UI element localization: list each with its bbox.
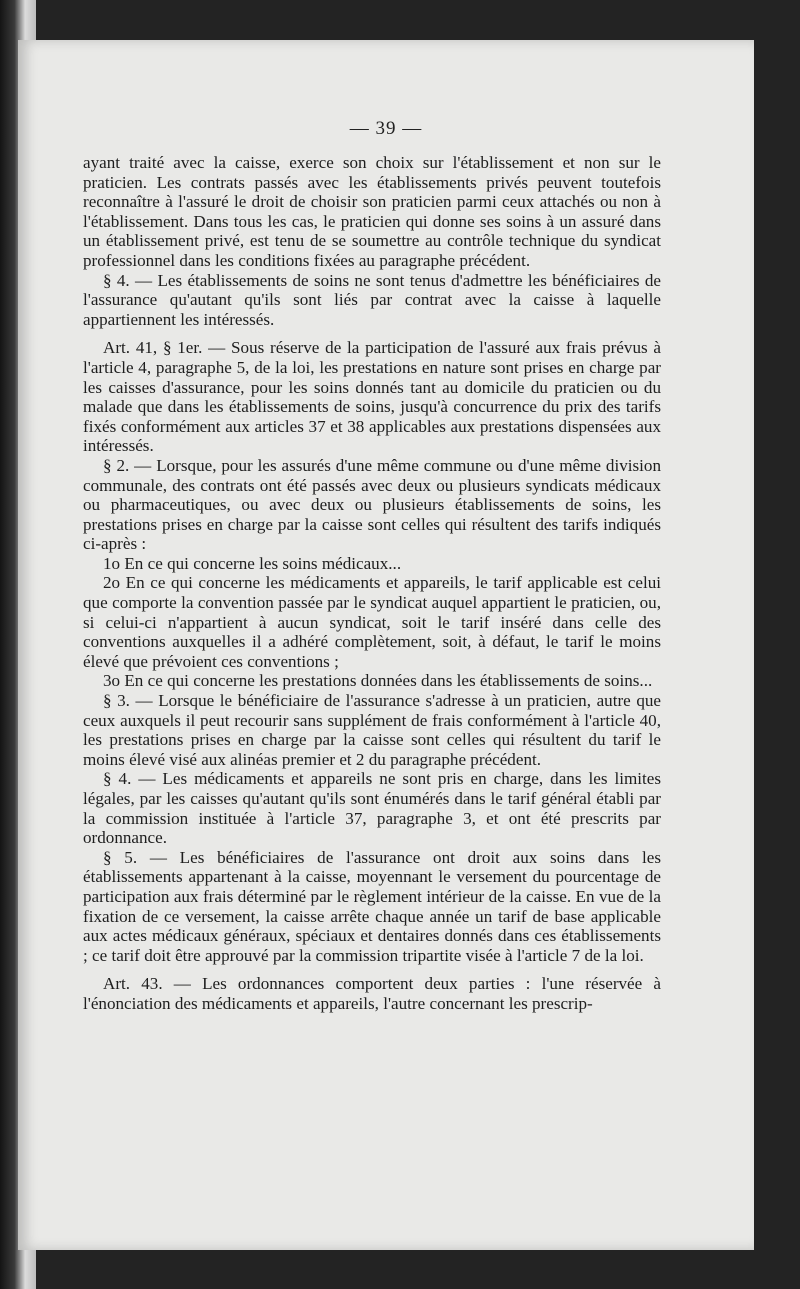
paragraph-section-2: § 2. — Lorsque, pour les assurés d'une même commune ou d'une même division communale, des contrats ont été passés avec deux ou plusieurs syndicats médicaux ou pharmaceutiques, ou avec deux ou plusieurs établissements de soins, les prestations prises en charge par la caisse sont celles qui résultent des tarifs indiqués ci-après : — [83, 455, 661, 554]
paragraph-item-3: 3o En ce qui concerne les prestations données dans les établissements de soins... — [103, 671, 653, 691]
paragraph-section-5: § 5. — Les bénéficiaires de l'assurance ont droit aux soins dans les établissements appartenant à la caisse, moyennant le versement du pourcentage de participation aux frais déterminé par le règlement intérieur de la caisse. En vue de la fixation de ce versement, la caisse arrête chaque année un tarif de base applicable aux actes médicaux généraux, spéciaux et dentaires donnés dans ces établissements ; ce tarif doit être approuvé par la commission tripartite visée à l'article 7 de la loi. — [83, 847, 661, 965]
page-number: — 39 — — [349, 118, 423, 139]
paragraph-continuation: ayant traité avec la caisse, exerce son choix sur l'établissement et non sur le praticien. Les contrats passés avec les établissements privés peuvent toutefois reconnaître à l'assuré le droit de choisir son praticien parmi ceux attachés ou non à l'établissement. Dans tous les cas, le praticien qui donne ses soins à un assuré dans un établissement privé, est tenu de se soumettre au contrôle technique du syndicat professionnel dans les conditions fixées au paragraphe précédent. — [83, 153, 661, 270]
paragraph-item-2: 2o En ce qui concerne les médicaments et appareils, le tarif applicable est celui que comporte la convention passée par le syndicat auquel appartient le praticien, ou, si celui-ci n'appartient à aucun syndicat, soit le tarif inséré dans celle des conventions auxquelles il a adhéré complètement, soit, à défaut, le tarif le moins élevé que prévoient ces conventions ; — [83, 573, 661, 671]
body-text — [83, 153, 661, 1014]
paragraph-section-4: § 4. — Les établissements de soins ne sont tenus d'admettre les bénéficiaires de l'assurance qu'autant qu'ils sont liés par contrat avec la caisse à laquelle appartiennent les intéressés. — [83, 270, 661, 329]
paragraph-article-41: Art. 41, § 1er. — Sous réserve de la participation de l'assuré aux frais prévus à l'article 4, paragraphe 5, de la loi, les prestations en nature sont prises en charge par les caisses d'assurance, pour les soins donnés tant au domicile du praticien ou du malade que dans les établissements de soins, jusqu'à concurrence du prix des tarifs fixés conformément aux articles 37 et 38 applicables aux prestations dispensées aux intéressés. — [83, 338, 661, 456]
paragraph-section-4b: § 4. — Les médicaments et appareils ne sont pris en charge, dans les limites légales, par les caisses qu'autant qu'ils sont énumérés dans le tarif général établi par la commission instituée à l'article 37, paragraphe 3, et ont été prescrits par ordonnance. — [83, 769, 661, 848]
document-page — [18, 40, 754, 1250]
paragraph-article-43: Art. 43. — Les ordonnances comportent deux parties : l'une réservée à l'énonciation des médicaments et appareils, l'autre concernant les prescrip- — [83, 974, 661, 1013]
paragraph-section-3: § 3. — Lorsque le bénéficiaire de l'assurance s'adresse à un praticien, autre que ceux auxquels il peut recourir sans supplément de frais conformément à l'article 40, les prestations prises en charge par la caisse sont celles qui résultent du tarif le moins élevé visé aux alinéas premier et 2 du paragraphe précédent. — [83, 691, 661, 769]
paragraph-item-1: 1o En ce qui concerne les soins médicaux... — [103, 553, 402, 573]
